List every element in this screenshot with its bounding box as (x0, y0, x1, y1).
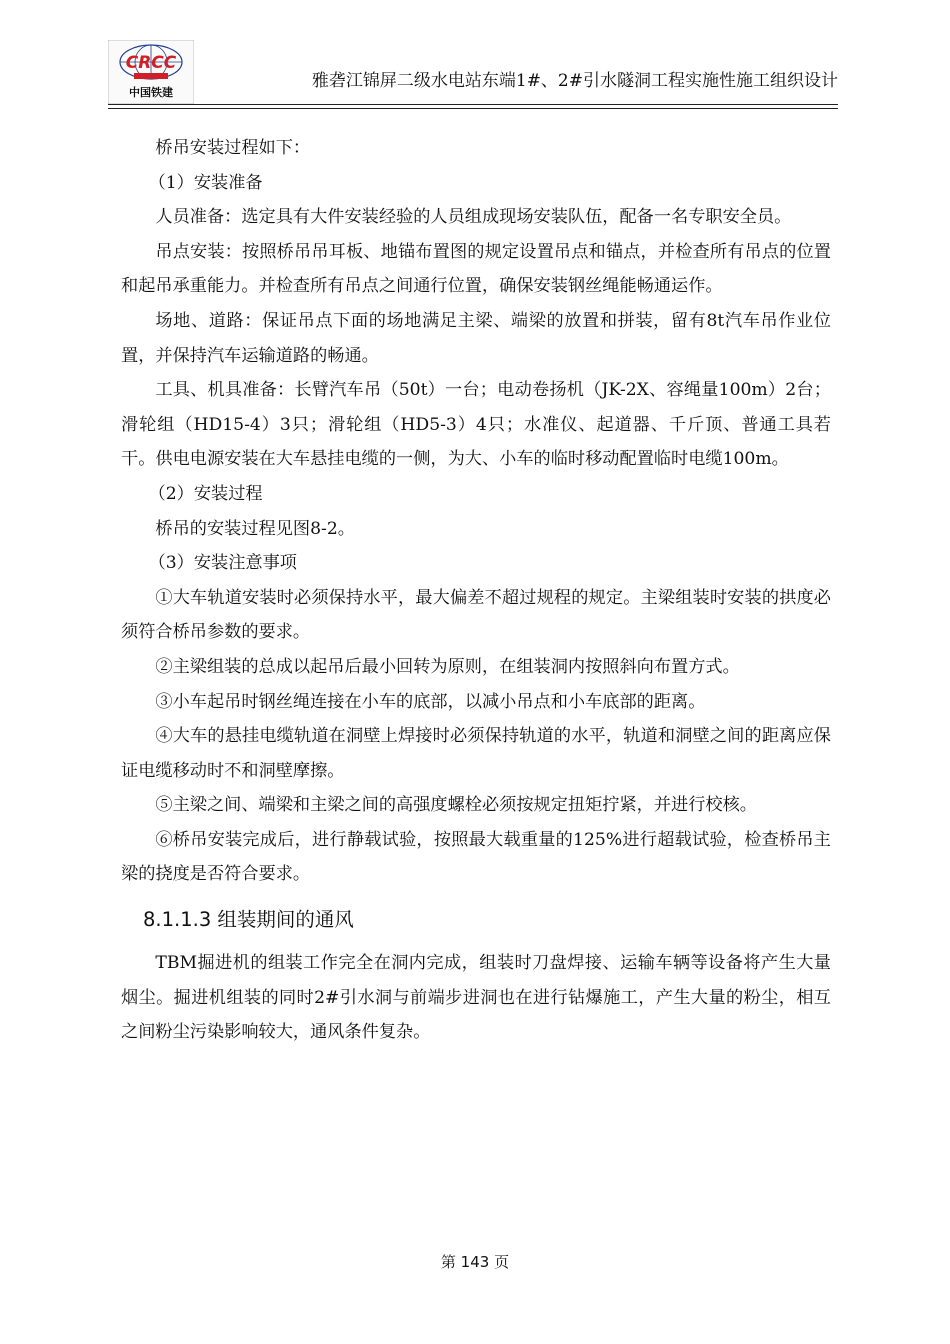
paragraph: 工具、机具准备：长臂汽车吊（50t）一台；电动卷扬机（JK-2X、容绳量100m）2台；滑轮组（HD15-4）3只；滑轮组（HD5-3）4只；水准仪、起道器、千斤顶、普通工具若干。供电电源安装在大车悬挂电缆的一侧，为大、小车的临时移动配置临时电缆100m。 (121, 380, 831, 470)
paragraph: 吊点安装：按照桥吊吊耳板、地锚布置图的规定设置吊点和锚点，并检查所有吊点的位置和起吊承重能力。并检查所有吊点之间通行位置，确保安装钢丝绳能畅通运作。 (121, 241, 831, 297)
crcc-logo (108, 40, 194, 104)
page-number: 第 143 页 (440, 1253, 510, 1271)
subsection-title: （2）安装过程 (148, 483, 263, 504)
list-item: ①大车轨道安装时必须保持水平，最大偏差不超过规程的规定。主梁组装时安装的拱度必须符合桥吊参数的要求。 (121, 587, 831, 643)
paragraph: 桥吊安装过程如下： (155, 138, 311, 158)
document-title: 雅砻江锦屏二级水电站东端1#、2#引水隧洞工程实施性施工组织设计 (311, 71, 838, 91)
paragraph: 场地、道路：保证吊点下面的场地满足主梁、端梁的放置和拼装，留有8t汽车吊作业位置，并保持汽车运输道路的畅通。 (121, 310, 831, 366)
paragraph: 人员准备：选定具有大件安装经验的人员组成现场安装队伍，配备一名专职安全员。 (155, 207, 792, 228)
list-item: ⑤主梁之间、端梁和主梁之间的高强度螺栓必须按规定扭矩拧紧，并进行校核。 (155, 795, 757, 816)
paragraph: TBM掘进机的组装工作完全在洞内完成，组装时刀盘焊接、运输车辆等设备将产生大量烟尘。掘进机组装的同时2#引水洞与前端步进洞也在进行钻爆施工，产生大量的粉尘，相互之间粉尘污染影响较大，通风条件复杂。 (121, 953, 831, 1043)
list-item: ④大车的悬挂电缆轨道在洞壁上焊接时必须保持轨道的水平，轨道和洞壁之间的距离应保证电缆移动时不和洞壁摩擦。 (121, 726, 831, 781)
list-item: ③小车起吊时钢丝绳连接在小车的底部，以减小吊点和小车底部的距离。 (155, 691, 706, 712)
subsection-title: （1）安装准备 (148, 172, 263, 193)
page-header (108, 40, 838, 106)
list-item: ⑥桥吊安装完成后，进行静载试验，按照最大载重量的125%进行超载试验，检查桥吊主梁的挠度是否符合要求。 (121, 829, 831, 885)
header-rule-thin (108, 108, 838, 109)
logo-caption: 中国铁建 (129, 86, 173, 99)
paragraph: 桥吊的安装过程见图8-2。 (155, 518, 355, 539)
logo-text: CRCC (125, 53, 177, 73)
page-body (121, 131, 831, 1050)
subsection-title: （3）安装注意事项 (148, 553, 297, 574)
section-heading: 8.1.1.3 组装期间的通风 (143, 908, 354, 932)
header-rule (108, 104, 838, 105)
list-item: ②主梁组装的总成以起吊后最小回转为原则，在组装洞内按照斜向布置方式。 (155, 656, 740, 677)
